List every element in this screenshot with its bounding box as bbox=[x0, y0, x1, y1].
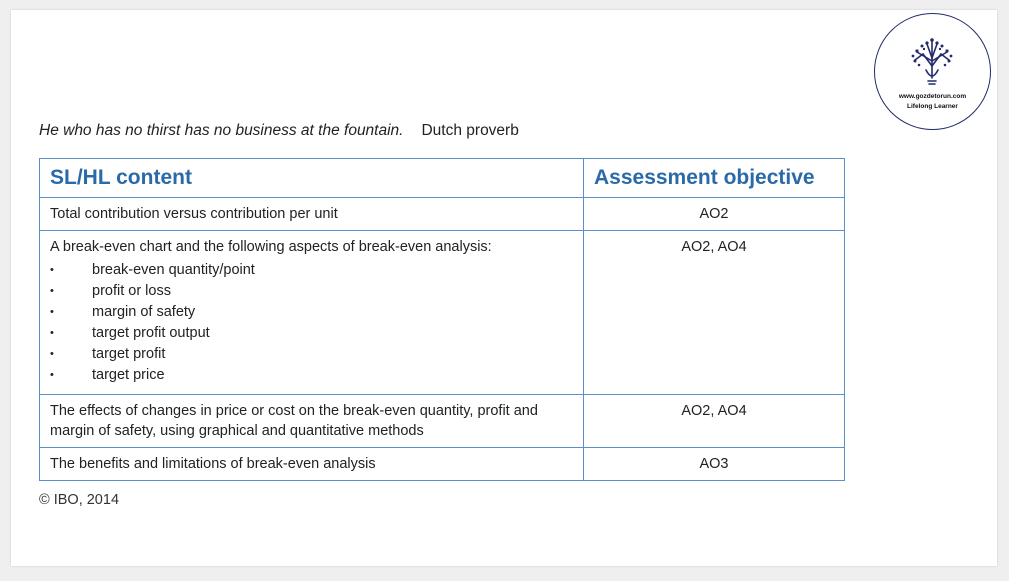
copyright: © IBO, 2014 bbox=[39, 492, 120, 508]
row-content: A break-even chart and the following aspects of break-even analysis: bbox=[50, 239, 492, 255]
row-objective: AO2, AO4 bbox=[584, 395, 845, 448]
table-row bbox=[40, 231, 845, 395]
quote-text: He who has no thirst has no business at the fountain. bbox=[39, 122, 404, 139]
row-content-cell bbox=[40, 231, 584, 395]
quote-source: Dutch proverb bbox=[421, 122, 519, 139]
row-objective: AO2, AO4 bbox=[584, 231, 845, 395]
table-header-row bbox=[40, 159, 845, 198]
list-item: • target price bbox=[50, 365, 573, 386]
logo-tagline: Lifelong Learner bbox=[907, 103, 958, 110]
list-item: • break-even quantity/point bbox=[50, 260, 573, 281]
row-objective: AO3 bbox=[584, 448, 845, 481]
row-content: The benefits and limitations of break-even analysis bbox=[40, 448, 584, 481]
list-item: • target profit bbox=[50, 344, 573, 365]
list-item: • profit or loss bbox=[50, 281, 573, 302]
aspects-list bbox=[50, 260, 573, 386]
table-row bbox=[40, 395, 845, 448]
list-item: • target profit output bbox=[50, 323, 573, 344]
list-item: • margin of safety bbox=[50, 302, 573, 323]
slide bbox=[11, 10, 997, 566]
quote bbox=[39, 122, 519, 140]
row-content: Total contribution versus contribution per unit bbox=[40, 198, 584, 231]
table-row bbox=[40, 448, 845, 481]
content-table bbox=[39, 158, 845, 481]
row-content: The effects of changes in price or cost on the break-even quantity, profit and margin of safety, using graphical and quantitative methods bbox=[40, 395, 584, 448]
logo bbox=[874, 13, 991, 130]
header-objective: Assessment objective bbox=[584, 159, 845, 198]
row-objective: AO2 bbox=[584, 198, 845, 231]
tree-bulb-icon bbox=[905, 36, 960, 91]
logo-url: www.gozdetorun.com bbox=[898, 93, 967, 100]
table-row bbox=[40, 198, 845, 231]
header-content: SL/HL content bbox=[40, 159, 584, 198]
